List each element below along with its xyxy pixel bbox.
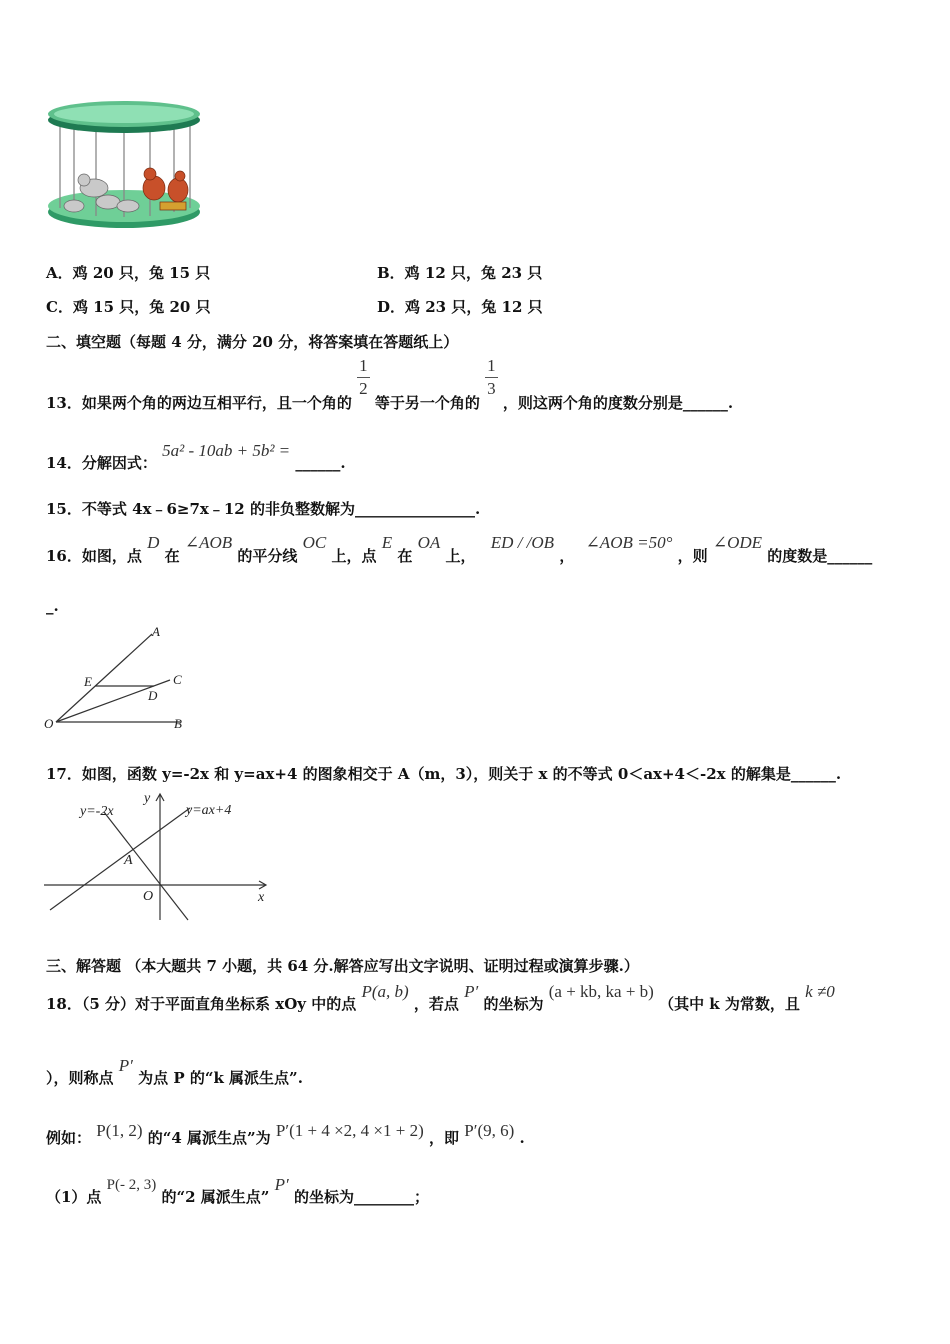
carousel-picture: [46, 98, 206, 233]
q16-ray-oc: OC: [302, 533, 327, 552]
q18-text-2: ，若点: [413, 995, 459, 1013]
figure-17: [40, 788, 280, 928]
q18-example-3: ，即: [429, 1129, 460, 1147]
option-a: A．鸡 20 只，兔 15 只: [46, 264, 211, 282]
q13-text-1: 13．如果两个角的两边互相平行，且一个角的: [46, 393, 352, 412]
q16-point-e: E: [381, 533, 393, 552]
q18-subquestion-1: [46, 1175, 429, 1207]
q14-text-2: ______.: [295, 454, 346, 472]
fig16-label-b: B: [174, 716, 182, 731]
question-18: [46, 982, 835, 1014]
q18-text-6: 为点 P 的“k 属派生点”.: [138, 1069, 303, 1087]
q14-text-1: 14．分解因式：: [46, 454, 157, 472]
fig17-label-a: A: [124, 853, 133, 868]
q13-fraction-half: [357, 355, 370, 400]
option-b: B．鸡 12 只，兔 23 只: [377, 264, 543, 282]
q18-point-p-prime-2: P′: [118, 1056, 133, 1075]
fig16-label-o: O: [44, 716, 54, 731]
q16-text-1: 16．如图，点: [46, 547, 142, 565]
q18-coordinate-formula: (a + kb, ka + b): [548, 982, 654, 1001]
q13-f1-num: 1: [357, 355, 370, 378]
q16-text-3: 的平分线: [237, 547, 298, 565]
q18-sub-text-1: （1）点: [46, 1188, 102, 1206]
q16-point-d: D: [147, 533, 160, 552]
option-d: D．鸡 23 只，兔 12 只: [377, 298, 543, 316]
question-14: [46, 441, 346, 473]
q16-text-6: 上，: [445, 547, 476, 565]
question-17: 17．如图，函数 y=-2x 和 y=ax+4 的图象相交于 A（m，3），则关于 x 的不等式 0＜ax+4＜-2x 的解集是______.: [46, 765, 842, 783]
fig17-label-y-axis: y: [144, 791, 151, 806]
q16-angle-value: ∠AOB =50°: [585, 533, 673, 552]
fig16-label-d: D: [148, 688, 158, 703]
q18-k-condition: k ≠0: [805, 982, 835, 1001]
q18-text-4: （其中 k 为常数，且: [659, 995, 800, 1013]
q14-expression: 5a² - 10ab + 5b² =: [162, 441, 291, 460]
q16-angle-ode: ∠ODE: [712, 533, 763, 552]
q16-text-2: 在: [164, 547, 180, 565]
question-13: [46, 355, 734, 412]
fig17-label-y-neg2x: y=-2x: [80, 804, 114, 819]
figure-16: [40, 622, 200, 737]
fig16-label-a: A: [152, 624, 160, 639]
q18-example-4: .: [519, 1129, 525, 1147]
q18-line-2: [46, 1056, 303, 1088]
q16-text-10: _.: [46, 597, 59, 615]
q18-example-point: P(1, 2): [96, 1121, 143, 1140]
q13-text-3: ，则这两个角的度数分别是______.: [502, 393, 734, 412]
q18-text-3: 的坐标为: [483, 995, 544, 1013]
q18-point-p-prime: P′: [464, 982, 479, 1001]
q16-text-7: ，: [559, 547, 575, 565]
question-15: 15．不等式 4x﹣6≥7x﹣12 的非负整数解为________________.: [46, 500, 481, 518]
q18-point-p: P(a, b): [361, 982, 409, 1001]
q18-text-5: ），则称点: [46, 1069, 114, 1087]
fig16-label-c: C: [173, 672, 182, 687]
q18-sub-text-3: 的坐标为________；: [293, 1188, 429, 1206]
fig17-label-x-axis: x: [258, 890, 265, 905]
q18-example: [46, 1121, 525, 1148]
q16-ray-oa: OA: [417, 533, 441, 552]
q16-text-8: ，则: [677, 547, 708, 565]
q13-f1-den: 2: [359, 379, 368, 398]
section-3-title: 三、解答题 （本大题共 7 小题，共 64 分.解答应写出文字说明、证明过程或演算步骤.）: [46, 957, 639, 975]
question-16: [46, 533, 873, 566]
q13-fraction-third: [485, 355, 498, 400]
q16-angle-aob: ∠AOB: [184, 533, 233, 552]
q13-f2-den: 3: [487, 379, 496, 398]
q16-parallel: ED / /OB: [490, 533, 555, 552]
q16-text-5: 在: [397, 547, 413, 565]
q18-text-1: 18．（5 分）对于平面直角坐标系 xOy 中的点: [46, 995, 357, 1013]
q18-sub-point: P(- 2, 3): [106, 1177, 157, 1193]
section-2-title: 二、填空题（每题 4 分，满分 20 分，将答案填在答题纸上）: [46, 333, 459, 351]
q18-example-2: 的“4 属派生点”为: [147, 1129, 271, 1147]
option-c: C．鸡 15 只，兔 20 只: [46, 298, 211, 316]
fig16-label-e: E: [84, 674, 92, 689]
q18-sub-text-2: 的“2 属派生点”: [161, 1188, 270, 1206]
q18-sub-point-prime: P′: [274, 1175, 289, 1194]
fig17-label-o: O: [143, 889, 154, 904]
q18-example-calc: P′(1 + 4 ×2, 4 ×1 + 2): [275, 1121, 424, 1140]
q16-text-9: 的度数是______: [767, 547, 873, 565]
q13-f2-num: 1: [485, 355, 498, 378]
q18-example-1: 例如：: [46, 1129, 92, 1147]
q13-text-2: 等于另一个角的: [374, 393, 480, 412]
q18-example-result: P′(9, 6): [464, 1121, 515, 1140]
fig17-label-y-ax4: y=ax+4: [186, 803, 232, 818]
q16-text-4: 上，点: [331, 547, 377, 565]
